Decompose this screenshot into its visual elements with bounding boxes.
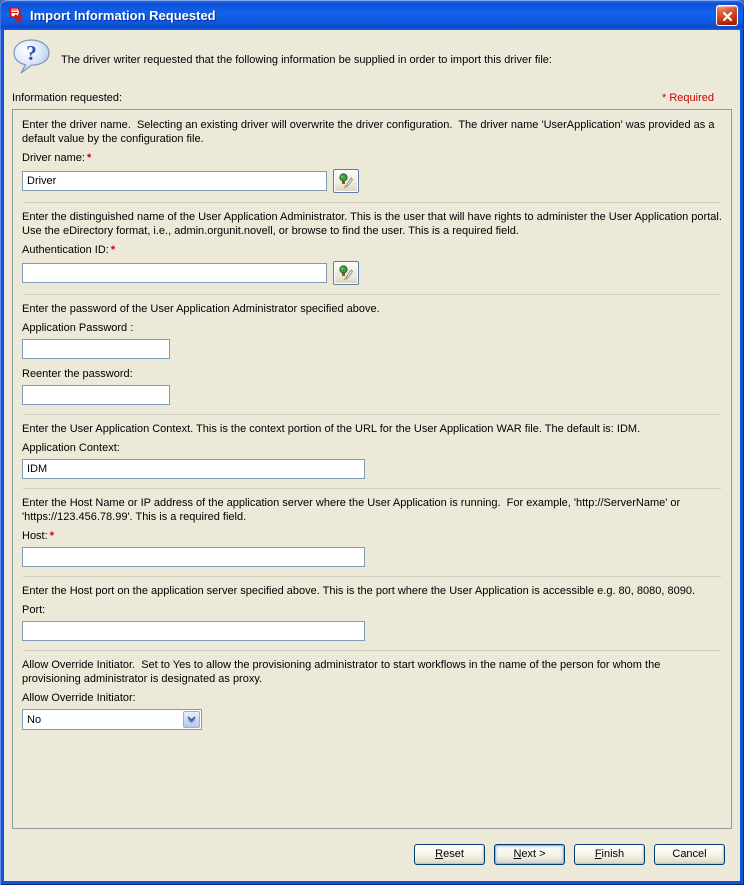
question-bubble-icon <box>12 39 51 80</box>
required-asterisk: * <box>110 244 116 256</box>
browse-user-button[interactable] <box>333 261 359 285</box>
combo-dropdown-button[interactable] <box>183 711 200 728</box>
divider <box>23 576 721 577</box>
allow-override-selected-value: No <box>27 713 42 726</box>
allow-override-select[interactable] <box>22 709 202 730</box>
driver-name-label-row <box>22 152 722 164</box>
finish-button[interactable] <box>574 844 645 865</box>
divider <box>23 202 721 203</box>
reenter-password-label-row <box>22 368 722 380</box>
titlebar[interactable] <box>0 0 744 30</box>
required-note: * Required <box>662 92 714 104</box>
allow-override-label: Allow Override Initiator: <box>22 692 136 704</box>
authentication-id-label: Authentication ID: <box>22 244 109 256</box>
reenter-password-label: Reenter the password: <box>22 368 133 380</box>
application-context-description: Enter the User Application Context. This is the context portion of the URL for the User Application WAR file. The default is: IDM. <box>22 423 641 435</box>
help-row <box>12 39 732 80</box>
driver-name-input[interactable] <box>22 171 327 191</box>
authentication-id-input[interactable] <box>22 263 327 283</box>
browse-driver-button[interactable] <box>333 169 359 193</box>
finish-button-key: F <box>594 848 602 860</box>
section-allow-override-initiator <box>22 658 722 730</box>
section-host <box>22 496 722 567</box>
divider <box>23 414 721 415</box>
section-application-password <box>22 302 722 405</box>
divider <box>23 650 721 651</box>
port-input[interactable] <box>22 621 365 641</box>
allow-override-description: Allow Override Initiator. Set to Yes to allow the provisioning administrator to start workflows in the name of the person for whom the provisioning administrator is designated as proxy. <box>22 659 664 685</box>
password-description: Enter the password of the User Application Administrator specified above. <box>22 303 380 315</box>
section-authentication-id <box>22 210 725 285</box>
reset-button-key: R <box>435 848 444 860</box>
reset-button-label: eset <box>443 848 464 860</box>
host-description: Enter the Host Name or IP address of the application server where the User Application is running. For example, 'http://ServerName' or 'https://123.456.78.99'. This is a required field. <box>22 497 684 523</box>
driver-name-label: Driver name: <box>22 152 85 164</box>
information-panel <box>12 109 732 829</box>
browse-tree-icon <box>338 173 354 189</box>
application-context-label-row <box>22 442 722 454</box>
application-context-input[interactable] <box>22 459 365 479</box>
close-button[interactable] <box>716 5 738 26</box>
next-button-key: N <box>513 848 522 860</box>
next-button-label: ext > <box>521 848 546 860</box>
close-icon <box>722 11 733 22</box>
section-application-context <box>22 422 722 479</box>
port-label: Port: <box>22 604 46 616</box>
section-driver-name <box>22 118 722 193</box>
port-label-row <box>22 604 722 616</box>
section-port <box>22 584 722 641</box>
reenter-password-input[interactable] <box>22 385 170 405</box>
svg-text:?: ? <box>26 41 37 65</box>
application-context-label: Application Context: <box>22 442 120 454</box>
driver-name-description: Enter the driver name. Selecting an existing driver will overwrite the driver configuration. The driver name 'UserApplication' was provided as a default value by the configuration file. <box>22 119 718 145</box>
window-title: Import Information Requested <box>30 7 216 23</box>
chevron-down-icon <box>187 716 196 723</box>
application-password-label-row <box>22 322 722 334</box>
info-label: Information requested: <box>12 92 123 104</box>
import-driver-icon <box>7 7 25 24</box>
required-asterisk: * <box>49 530 54 542</box>
cancel-button-label: Cancel <box>672 848 707 860</box>
application-password-label: Application Password : <box>22 322 134 334</box>
button-bar <box>12 829 732 865</box>
cancel-button[interactable] <box>654 844 725 865</box>
host-label: Host: <box>22 530 48 542</box>
authentication-id-description: Enter the distinguished name of the User Application Administrator. This is the user that will have rights to administer the User Application portal. Use the eDirectory format, i.e., admin.orgunit.novell, or browse to find the user. This is a required field. <box>22 211 725 237</box>
finish-button-label: inish <box>601 848 625 860</box>
next-button[interactable] <box>494 844 565 865</box>
host-input[interactable] <box>22 547 365 567</box>
authentication-id-label-row <box>22 244 722 256</box>
port-description: Enter the Host port on the application server specified above. This is the port where the User Application is accessible e.g. 80, 8080, 8090. <box>22 585 696 597</box>
application-password-input[interactable] <box>22 339 170 359</box>
dialog-body <box>4 30 740 881</box>
reset-button[interactable] <box>414 844 485 865</box>
host-label-row <box>22 530 722 542</box>
help-text: The driver writer requested that the following information be supplied in order to import this driver file: <box>61 53 552 66</box>
browse-tree-icon <box>338 265 354 281</box>
allow-override-label-row <box>22 692 722 704</box>
divider <box>23 294 721 295</box>
divider <box>23 488 721 489</box>
info-row <box>12 92 732 104</box>
required-asterisk: * <box>86 152 92 164</box>
